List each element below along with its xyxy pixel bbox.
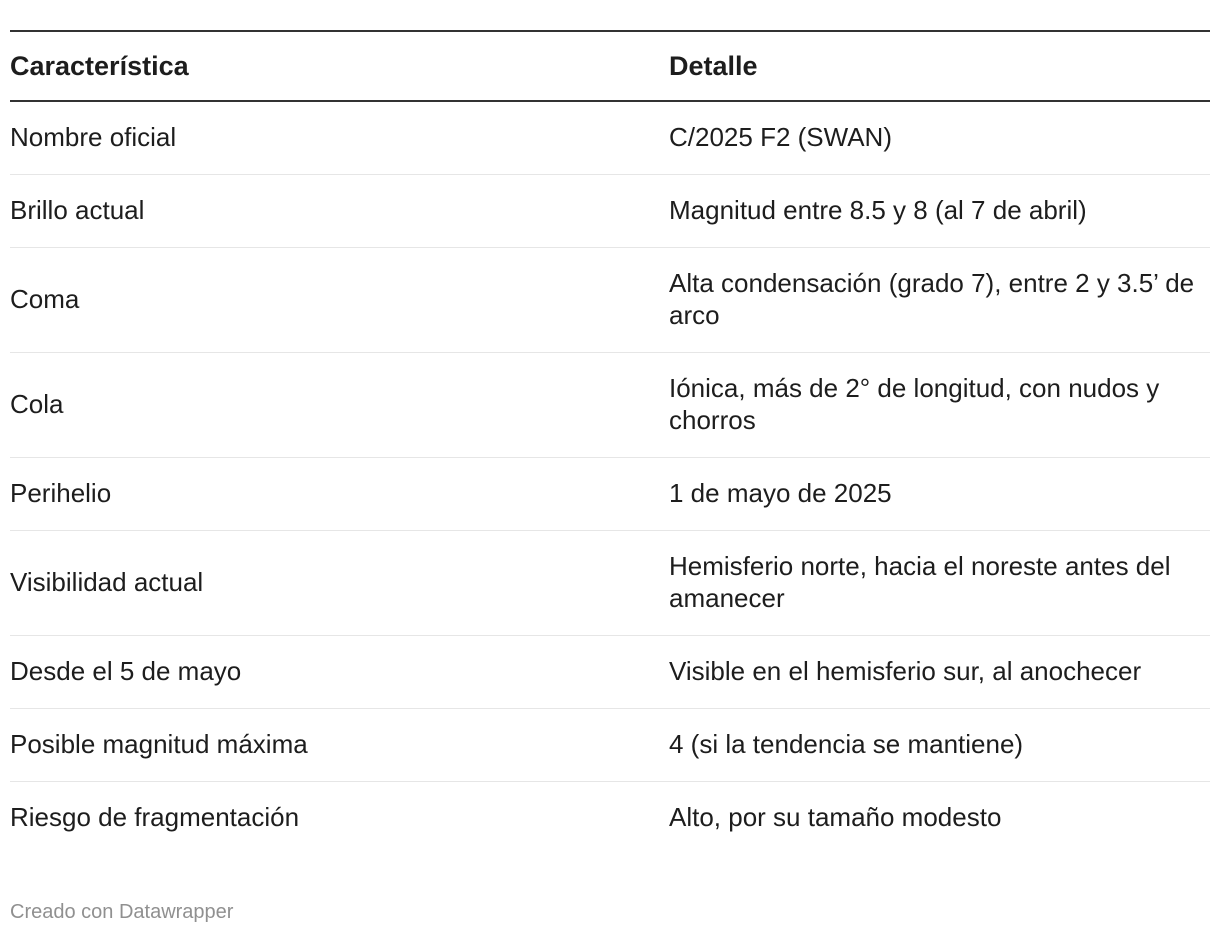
column-header-detalle[interactable]: Detalle (669, 50, 758, 81)
cell-detalle: 4 (si la tendencia se mantiene) (669, 709, 1210, 782)
cell-detalle: Magnitud entre 8.5 y 8 (al 7 de abril) (669, 175, 1210, 248)
table-header-row (10, 31, 1210, 101)
comet-table (10, 30, 1210, 854)
table-row (10, 782, 1210, 855)
table-row (10, 175, 1210, 248)
cell-caracteristica: Nombre oficial (10, 101, 669, 175)
datawrapper-credit[interactable]: Creado con Datawrapper (10, 901, 234, 923)
table-row (10, 353, 1210, 458)
cell-detalle: Iónica, más de 2° de longitud, con nudos y chorros (669, 353, 1210, 458)
table-row (10, 101, 1210, 175)
cell-caracteristica: Riesgo de fragmentación (10, 802, 300, 832)
cell-detalle: Alta condensación (grado 7), entre 2 y 3.5’ de arco (669, 248, 1210, 353)
cell-detalle: C/2025 F2 (SWAN) (669, 101, 1210, 175)
cell-detalle: Hemisferio norte, hacia el noreste antes del amanecer (669, 531, 1210, 636)
column-header-caracteristica[interactable]: Característica (10, 50, 189, 81)
table-row (10, 709, 1210, 782)
table-row (10, 636, 1210, 709)
cell-caracteristica: Coma (10, 248, 669, 353)
cell-caracteristica: Cola (10, 353, 669, 458)
cell-caracteristica: Posible magnitud máxima (10, 709, 669, 782)
cell-detalle: 1 de mayo de 2025 (669, 458, 1210, 531)
table-row (10, 531, 1210, 636)
cell-detalle: Alto, por su tamaño modesto (669, 802, 1002, 832)
cell-caracteristica: Brillo actual (10, 175, 669, 248)
cell-detalle: Visible en el hemisferio sur, al anochecer (669, 636, 1210, 709)
table-row (10, 458, 1210, 531)
cell-caracteristica: Visibilidad actual (10, 531, 669, 636)
cell-caracteristica: Perihelio (10, 458, 669, 531)
table-row (10, 248, 1210, 353)
cell-caracteristica: Desde el 5 de mayo (10, 636, 669, 709)
data-table-container (10, 30, 1210, 854)
